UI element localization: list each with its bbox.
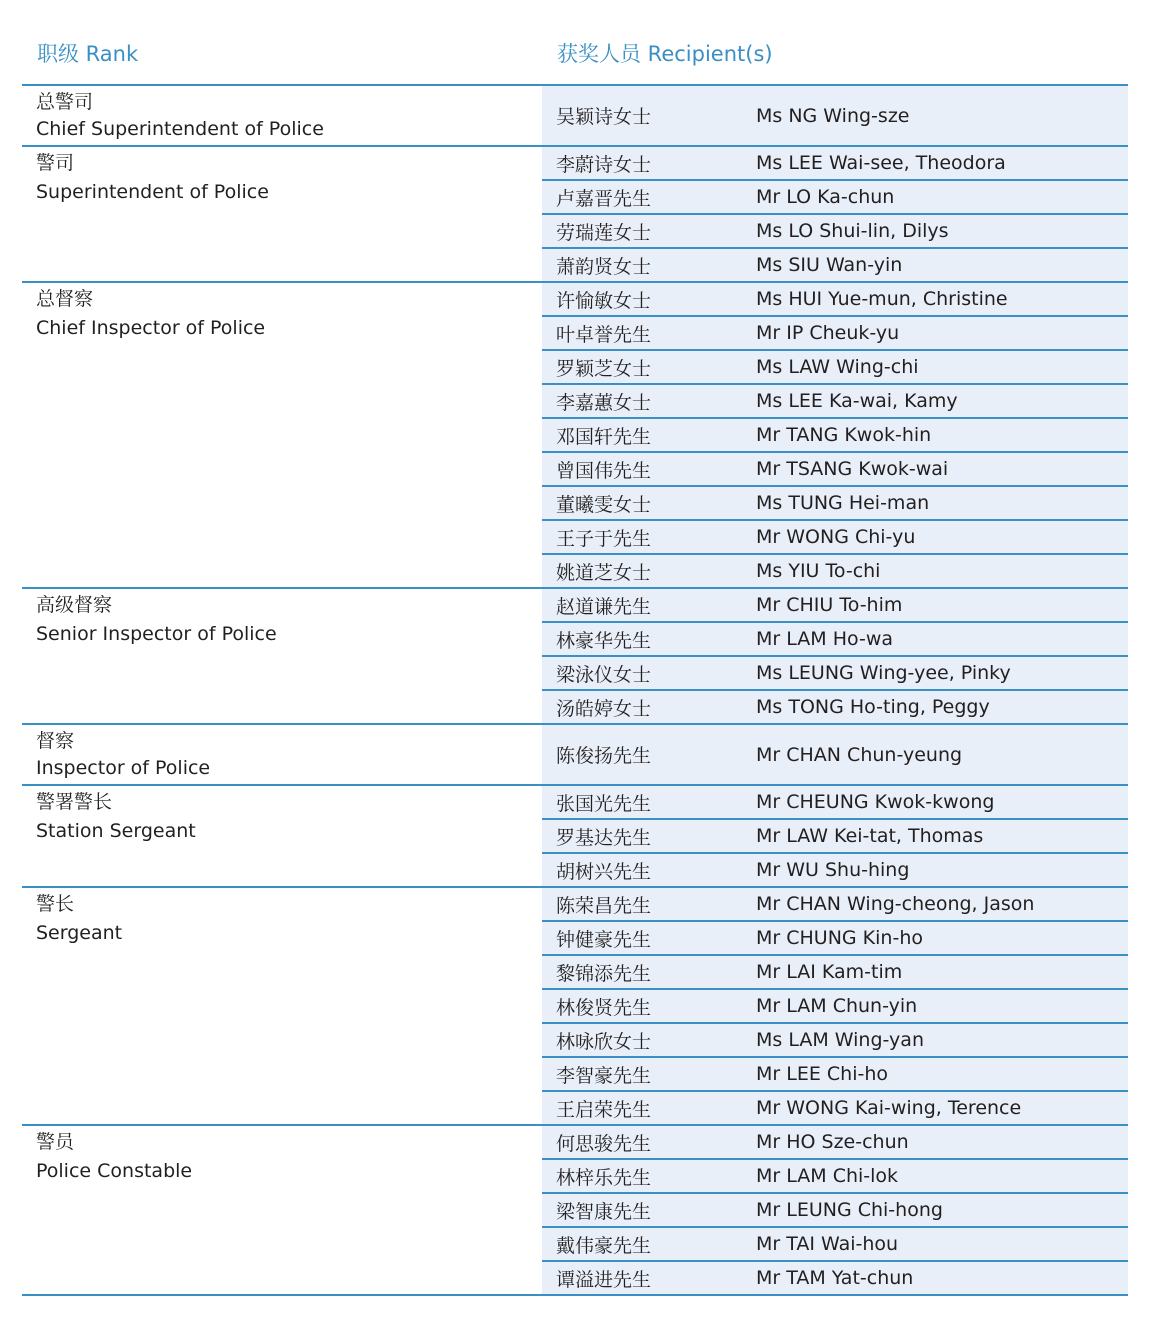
table-row: [542, 485, 1128, 519]
rank-name-english: Chief Superintendent of Police: [36, 118, 324, 140]
rank-group: [22, 888, 1128, 1126]
recipient-name-chinese: 林咏欣女士: [556, 1030, 652, 1053]
table-row: [542, 86, 1128, 145]
table-row: [542, 213, 1128, 247]
recipients-cell: [542, 1126, 1128, 1294]
table-row: [542, 655, 1128, 689]
rank-cell: [22, 283, 542, 587]
recipient-name-english: Mr CHUNG Kin-ho: [756, 927, 923, 949]
rank-group: [22, 725, 1128, 786]
table-row: [542, 621, 1128, 655]
recipient-name-chinese: 曾国伟先生: [556, 459, 652, 482]
table-row: [542, 1260, 1128, 1294]
recipient-name-english: Ms LAW Wing-chi: [756, 356, 919, 378]
rank-cell: [22, 589, 542, 723]
table-row: [542, 818, 1128, 852]
recipient-name-english: Ms YIU To-chi: [756, 560, 881, 582]
recipient-name-chinese: 萧韵贤女士: [556, 255, 652, 278]
table-row: [542, 315, 1128, 349]
table-row: [542, 852, 1128, 886]
recipient-name-english: Mr HO Sze-chun: [756, 1131, 909, 1153]
recipient-name-chinese: 胡树兴先生: [556, 860, 652, 883]
table-row: [542, 349, 1128, 383]
table-row: [542, 147, 1128, 179]
recipient-name-chinese: 劳瑞莲女士: [556, 221, 652, 244]
rank-group: [22, 589, 1128, 725]
recipients-cell: [542, 283, 1128, 587]
recipient-name-chinese: 戴伟豪先生: [556, 1234, 652, 1257]
table-row: [542, 247, 1128, 281]
recipient-name-chinese: 梁智康先生: [556, 1200, 652, 1223]
recipients-cell: [542, 786, 1128, 886]
table-row: [542, 786, 1128, 818]
recipients-cell: [542, 147, 1128, 281]
recipient-name-english: Ms TONG Ho-ting, Peggy: [756, 696, 990, 718]
recipient-name-english: Ms NG Wing-sze: [756, 104, 910, 127]
rank-name-chinese: 警员: [36, 1131, 75, 1153]
awards-table: [22, 86, 1128, 1296]
rank-name-chinese: 警长: [36, 893, 75, 915]
recipient-name-english: Mr WONG Chi-yu: [756, 526, 916, 548]
recipient-name-english: Mr CHEUNG Kwok-kwong: [756, 791, 995, 813]
recipient-name-english: Mr LEE Chi-ho: [756, 1063, 888, 1085]
recipient-name-chinese: 李嘉蕙女士: [556, 391, 652, 414]
rank-cell: [22, 888, 542, 1124]
rank-group: [22, 147, 1128, 283]
rank-name-english: Station Sergeant: [36, 820, 196, 842]
table-row: [542, 689, 1128, 723]
recipients-cell: [542, 589, 1128, 723]
recipient-name-english: Mr WU Shu-hing: [756, 859, 910, 881]
recipient-name-english: Mr LAI Kam-tim: [756, 961, 903, 983]
recipient-name-chinese: 陈俊扬先生: [556, 745, 652, 767]
recipient-name-english: Mr CHAN Wing-cheong, Jason: [756, 893, 1035, 915]
table-row: [542, 553, 1128, 587]
table-row: [542, 1022, 1128, 1056]
rank-group: [22, 1126, 1128, 1296]
recipient-name-english: Mr LAM Chi-lok: [756, 1165, 899, 1187]
recipient-name-chinese: 许愉敏女士: [556, 289, 652, 312]
rank-cell: [22, 86, 542, 145]
rank-name-english: Police Constable: [36, 1160, 193, 1182]
recipient-name-english: Ms TUNG Hei-man: [756, 492, 930, 514]
recipient-name-chinese: 钟健豪先生: [556, 928, 652, 951]
recipient-name-english: Mr TAM Yat-chun: [756, 1267, 914, 1289]
recipient-name-chinese: 林豪华先生: [556, 629, 652, 652]
rank-name-english: Sergeant: [36, 922, 123, 944]
table-row: [542, 1056, 1128, 1090]
table-row: [542, 1226, 1128, 1260]
recipient-name-english: Mr CHAN Chun-yeung: [756, 743, 963, 766]
recipient-name-chinese: 张国光先生: [556, 792, 652, 815]
table-row: [542, 383, 1128, 417]
recipient-name-chinese: 林梓乐先生: [556, 1166, 652, 1189]
recipient-name-chinese: 卢嘉晋先生: [556, 187, 652, 210]
rank-name-english: Senior Inspector of Police: [36, 623, 277, 645]
table-row: [542, 1158, 1128, 1192]
table-header: [22, 0, 1128, 86]
recipient-name-chinese: 陈荣昌先生: [556, 894, 652, 917]
rank-group: [22, 86, 1128, 147]
table-row: [542, 920, 1128, 954]
recipient-name-chinese: 吴颖诗女士: [556, 106, 652, 128]
recipient-name-chinese: 姚道芝女士: [556, 561, 652, 584]
table-row: [542, 888, 1128, 920]
recipient-name-english: Ms HUI Yue-mun, Christine: [756, 288, 1008, 310]
recipient-name-chinese: 梁泳仪女士: [556, 663, 652, 686]
table-row: [542, 519, 1128, 553]
recipient-name-english: Mr WONG Kai-wing, Terence: [756, 1097, 1022, 1119]
rank-name-chinese: 警司: [36, 152, 75, 174]
recipient-name-chinese: 李蔚诗女士: [556, 153, 652, 176]
rank-group: [22, 786, 1128, 888]
recipient-name-chinese: 董曦雯女士: [556, 493, 652, 516]
recipient-name-english: Ms SIU Wan-yin: [756, 254, 903, 276]
rank-cell: [22, 725, 542, 784]
recipient-name-english: Mr LO Ka-chun: [756, 186, 895, 208]
recipients-cell: [542, 725, 1128, 784]
table-row: [542, 954, 1128, 988]
rank-name-chinese: 警署警长: [36, 791, 113, 813]
rank-cell: [22, 147, 542, 281]
recipient-name-english: Mr IP Cheuk-yu: [756, 322, 900, 344]
rank-name-english: Superintendent of Police: [36, 181, 269, 203]
recipient-name-chinese: 谭溢进先生: [556, 1268, 652, 1291]
rank-name-english: Chief Inspector of Police: [36, 317, 266, 339]
recipient-name-chinese: 赵道谦先生: [556, 595, 652, 618]
rank-name-chinese: 总督察: [36, 288, 94, 310]
table-row: [542, 589, 1128, 621]
recipient-name-english: Mr LAW Kei-tat, Thomas: [756, 825, 984, 847]
recipient-name-chinese: 林俊贤先生: [556, 996, 652, 1019]
table-row: [542, 1090, 1128, 1124]
recipient-name-english: Ms LEE Wai-see, Theodora: [756, 152, 1006, 174]
table-row: [542, 283, 1128, 315]
recipient-name-chinese: 汤皓婷女士: [556, 697, 652, 720]
recipient-name-english: Mr CHIU To-him: [756, 594, 903, 616]
table-row: [542, 179, 1128, 213]
rank-cell: [22, 786, 542, 886]
table-row: [542, 1126, 1128, 1158]
rank-group: [22, 283, 1128, 589]
rank-name-chinese: 督察: [36, 730, 75, 752]
rank-name-english: Inspector of Police: [36, 757, 211, 779]
recipient-name-chinese: 王子于先生: [556, 527, 652, 550]
recipient-name-chinese: 罗颖芝女士: [556, 357, 652, 380]
recipient-name-english: Mr LAM Chun-yin: [756, 995, 918, 1017]
recipients-cell: [542, 888, 1128, 1124]
rank-name-chinese: 高级督察: [36, 594, 113, 616]
table-row: [542, 451, 1128, 485]
rank-cell: [22, 1126, 542, 1294]
table-row: [542, 1192, 1128, 1226]
recipient-name-chinese: 王启荣先生: [556, 1098, 652, 1121]
recipient-name-chinese: 叶卓誉先生: [556, 323, 652, 346]
table-row: [542, 988, 1128, 1022]
recipient-name-chinese: 邓国轩先生: [556, 425, 652, 448]
recipient-name-english: Mr LEUNG Chi-hong: [756, 1199, 943, 1221]
recipient-name-chinese: 黎锦添先生: [556, 962, 652, 985]
rank-column-header: 职级 Rank: [37, 42, 139, 66]
recipient-name-english: Ms LO Shui-lin, Dilys: [756, 220, 949, 242]
recipient-name-english: Mr TANG Kwok-hin: [756, 424, 932, 446]
recipient-name-english: Mr TSANG Kwok-wai: [756, 458, 949, 480]
recipient-name-chinese: 何思骏先生: [556, 1132, 652, 1155]
recipient-name-english: Ms LAM Wing-yan: [756, 1029, 924, 1051]
table-row: [542, 417, 1128, 451]
rank-name-chinese: 总警司: [36, 91, 94, 113]
table-row: [542, 725, 1128, 784]
recipient-column-header: 获奖人员 Recipient(s): [557, 42, 773, 66]
recipient-name-english: Ms LEUNG Wing-yee, Pinky: [756, 662, 1011, 684]
recipient-name-english: Ms LEE Ka-wai, Kamy: [756, 390, 958, 412]
recipient-name-english: Mr TAI Wai-hou: [756, 1233, 899, 1255]
recipient-name-english: Mr LAM Ho-wa: [756, 628, 893, 650]
recipients-cell: [542, 86, 1128, 145]
recipient-name-chinese: 罗基达先生: [556, 826, 652, 849]
recipient-name-chinese: 李智豪先生: [556, 1064, 652, 1087]
